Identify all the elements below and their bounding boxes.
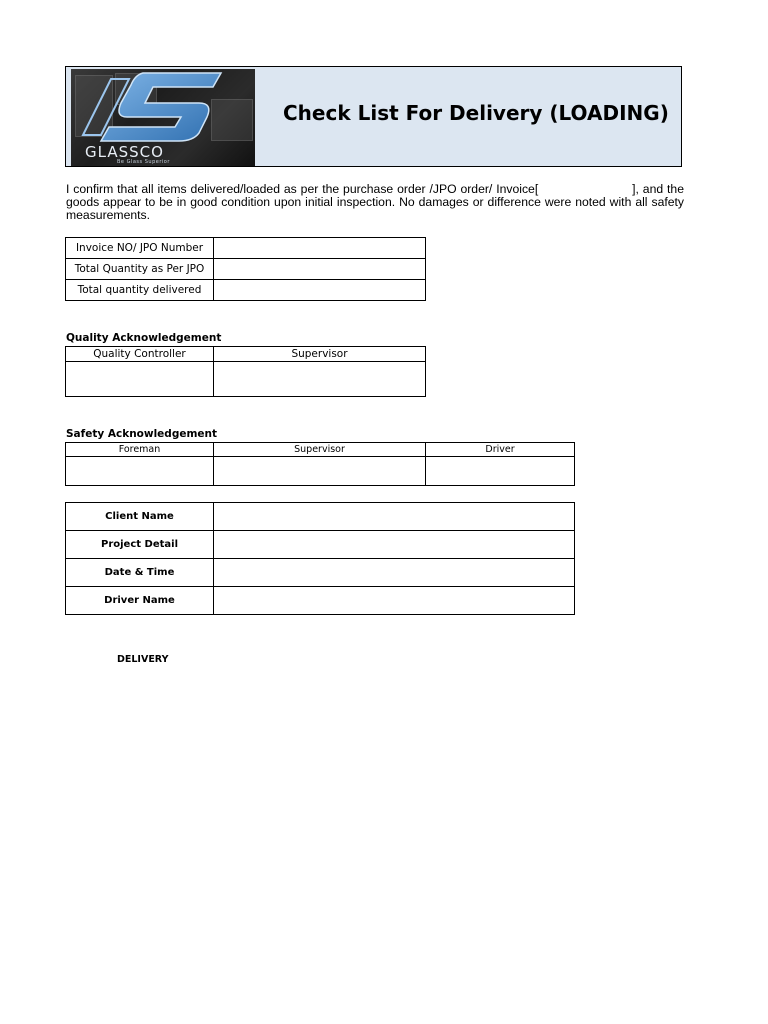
- total-quantity-jpo-field[interactable]: [214, 259, 426, 280]
- project-detail-field[interactable]: [214, 531, 575, 559]
- client-name-field[interactable]: [214, 503, 575, 531]
- page-title: Check List For Delivery (LOADING): [283, 101, 669, 125]
- safety-acknowledgement-table: [65, 442, 575, 486]
- table-row: [66, 238, 426, 259]
- table-row: [66, 559, 575, 587]
- total-quantity-jpo-label: Total Quantity as Per JPO: [66, 259, 214, 280]
- total-quantity-delivered-field[interactable]: [214, 280, 426, 301]
- invoice-number-field[interactable]: [214, 238, 426, 259]
- table-row: [66, 457, 575, 486]
- table-row: [66, 362, 426, 397]
- logo-text: GLASSCO: [85, 143, 164, 161]
- driver-name-label: Driver Name: [66, 587, 214, 615]
- invoice-number-label: Invoice NO/ JPO Number: [66, 238, 214, 259]
- table-header-row: [66, 443, 575, 457]
- logo-subtext: Be Glass Superior: [117, 159, 170, 165]
- document-header: [65, 66, 682, 167]
- safety-supervisor-header: Supervisor: [214, 443, 426, 457]
- foreman-header: Foreman: [66, 443, 214, 457]
- table-row: [66, 503, 575, 531]
- table-row: [66, 531, 575, 559]
- glassco-logo: [71, 69, 255, 166]
- total-quantity-delivered-label: Total quantity delivered: [66, 280, 214, 301]
- quality-controller-header: Quality Controller: [66, 347, 214, 362]
- driver-signature-field[interactable]: [426, 457, 575, 486]
- table-row: [66, 259, 426, 280]
- driver-header: Driver: [426, 443, 575, 457]
- safety-acknowledgement-label: Safety Acknowledgement: [66, 428, 218, 440]
- table-row: [66, 280, 426, 301]
- confirmation-statement: I confirm that all items delivered/loaded as per the purchase order /JPO order/ Invoice[ ], and the goods appear to be in good condition upon initial inspection. No damages or difference were noted with all safety measurements.: [66, 182, 688, 222]
- project-detail-label: Project Detail: [66, 531, 214, 559]
- date-time-label: Date & Time: [66, 559, 214, 587]
- table-row: [66, 587, 575, 615]
- client-name-label: Client Name: [66, 503, 214, 531]
- client-details-table: [65, 502, 575, 615]
- safety-supervisor-signature-field[interactable]: [214, 457, 426, 486]
- quality-supervisor-signature-field[interactable]: [214, 362, 426, 397]
- date-time-field[interactable]: [214, 559, 575, 587]
- driver-name-field[interactable]: [214, 587, 575, 615]
- delivery-label: DELIVERY: [117, 654, 169, 665]
- invoice-table: [65, 237, 426, 301]
- quality-supervisor-header: Supervisor: [214, 347, 426, 362]
- table-header-row: [66, 347, 426, 362]
- quality-controller-signature-field[interactable]: [66, 362, 214, 397]
- foreman-signature-field[interactable]: [66, 457, 214, 486]
- quality-acknowledgement-label: Quality Acknowledgement: [66, 332, 222, 344]
- quality-acknowledgement-table: [65, 346, 426, 397]
